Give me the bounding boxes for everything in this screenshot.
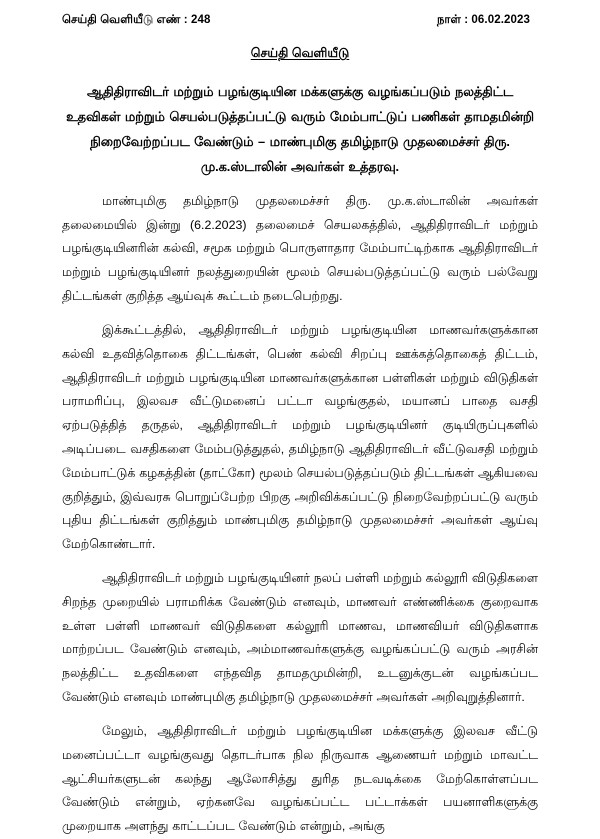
release-date: நாள் : 06.02.2023 [436,14,530,26]
paragraph: இக்கூட்டத்தில், ஆதிதிராவிடர் மற்றும் பழங்குடியின மாணவர்களுக்கான கல்வி உதவித்தொகை திட்டங்கள், பெண் கல்வி சிறப்பு ஊக்கத்தொகைத் திட்டம், ஆதிதிராவிடர் மற்றும் பழங்குடியின மாணவர்களுக்கான பள்ளிகள் மற்றும் விடுதிகள் பராமரிப்பு, இலவச வீட்டுமனைப் பட்டா வழங்குதல், மயானப் பாதை வசதி ஏற்படுத்தித் தருதல், ஆதிதிராவிடர் மற்றும் பழங்குடியினர் குடியிருப்புகளில் அடிப்படை வசதிகளை மேம்படுத்துதல், தமிழ்நாடு ஆதிதிராவிடர் வீட்டுவசதி மற்றும் மேம்பாட்டுக் கழகத்தின் (தாட்கோ) மூலம் செயல்படுத்தப்படும் திட்டங்கள் ஆகியவை குறித்தும், இவ்வரசு பொறுப்பேற்ற பிறகு அறிவிக்கப்பட்டு நிறைவேற்றப்பட்டு வரும் புதிய திட்டங்கள் குறித்தும் மாண்புமிகு தமிழ்நாடு முதலமைச்சர் அவர்கள் ஆய்வு மேற்கொண்டார். [62,322,538,552]
body-copy [62,190,538,839]
paragraph: மேலும், ஆதிதிராவிடர் மற்றும் பழங்குடியின மக்களுக்கு இலவச வீட்டு மனைப்பட்டா வழங்குவது தொடர்பாக நில நிருவாக ஆணையர் மற்றும் மாவட்ட ஆட்சியர்களுடன் கலந்து ஆலோசித்து துரித நடவடிக்கை மேற்கொள்ளப்பட வேண்டும் என்றும், ஏற்கனவே வழங்கப்பட்ட பட்டாக்கள் பயனாளிகளுக்கு முறையாக அளந்து காட்டப்பட வேண்டும் என்றும், அங்கு [62,723,538,834]
release-number: செய்தி வெளியீடு எண் : 248 [62,14,211,26]
document-title-wrap [62,44,538,62]
paragraph: ஆதிதிராவிடர் மற்றும் பழங்குடியினர் நலப் பள்ளி மற்றும் கல்லூரி விடுதிகளை சிறந்த முறையில் பராமரிக்க வேண்டும் எனவும், மாணவர் எண்ணிக்கை குறைவாக உள்ள பள்ளி மாணவர் விடுதிகளை கல்லூரி மாணவ, மாணவியர் விடுதிகளாக மாற்றப்பட வேண்டும் எனவும், அம்மாணவர்களுக்கு வழங்கப்பட்டு வரும் அரசின் நலத்திட்ட உதவிகளை எந்தவித தாமதமுமின்றி, உடனுக்குடன் வழங்கப்பட வேண்டும் எனவும் மாண்புமிகு தமிழ்நாடு முதலமைச்சர் அவர்கள் அறிவுறுத்தினார். [62,571,538,705]
headline: ஆதிதிராவிடர் மற்றும் பழங்குடியின மக்களுக்கு வழங்கப்படும் நலத்திட்ட உதவிகள் மற்றும் செயல்படுத்தப்பட்டு வரும் மேம்பாட்டுப் பணிகள் தாமதமின்றி நிறைவேற்றப்பட வேண்டும் – மாண்புமிகு தமிழ்நாடு முதலமைச்சர் திரு. மு.க.ஸ்டாலின் அவர்கள் உத்தரவு. [66,84,534,174]
document-title: செய்தி வெளியீடு [250,46,350,60]
paragraph: மாண்புமிகு தமிழ்நாடு முதலமைச்சர் திரு. மு.க.ஸ்டாலின் அவர்கள் தலைமையில் இன்று (6.2.2023) தலைமைச் செயலகத்தில், ஆதிதிராவிடர் மற்றும் பழங்குடியினரின் கல்வி, சமூக மற்றும் பொருளாதார மேம்பாட்டிற்காக ஆதிதிராவிடர் மற்றும் பழங்குடியினர் நலத்துறையின் மூலம் செயல்படுத்தப்பட்டு வரும் பல்வேறு திட்டங்கள் குறித்த ஆய்வுக் கூட்டம் நடைபெற்றது. [62,193,538,304]
document-header [62,0,538,28]
